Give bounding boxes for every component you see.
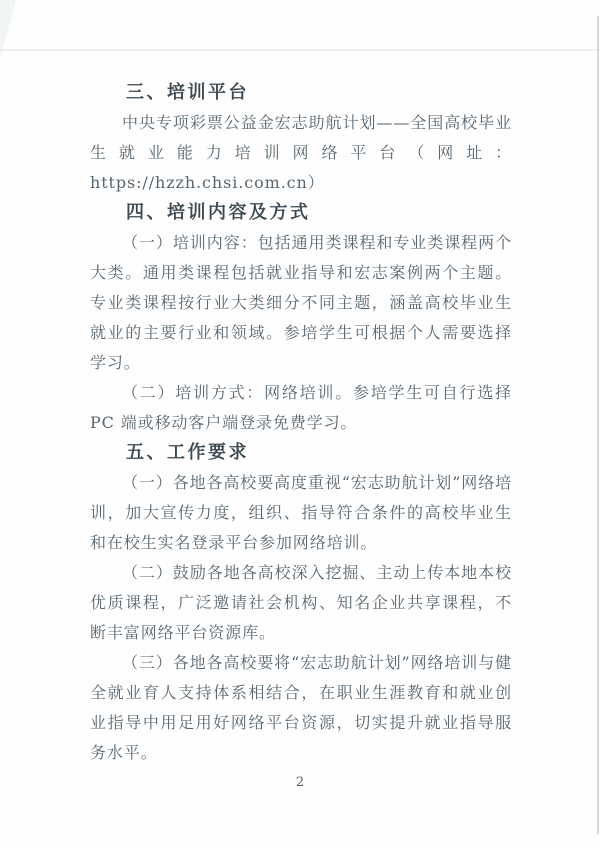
heading-training-platform: 三、培训平台 (126, 82, 249, 103)
paragraph-training-content: （一）培训内容：包括通用类课程和专业类课程两个大类。通用类课程包括就业指导和宏志案例两个主题。专业类课程按行业大类细分不同主题，涵盖高校毕业生就业的主要行业和领域。参培学生可根据个人需要选择学习。 (90, 233, 512, 372)
heading-work-requirements: 五、工作要求 (126, 442, 249, 463)
paragraph-requirement-2: （二）鼓励各地各高校深入挖掘、主动上传本地本校优质课程，广泛邀请社会机构、知名企业共享课程，不断丰富网络平台资源库。 (90, 563, 512, 642)
scan-streak-artifact (0, 49, 600, 51)
paragraph-requirement-1: （一）各地各高校要高度重视“宏志助航计划”网络培训，加大宣传力度，组织、指导符合条件的高校毕业生和在校生实名登录平台参加网络培训。 (90, 473, 512, 552)
page-edge-shadow (597, 16, 599, 834)
paragraph-requirement-3: （三）各地各高校要将“宏志助航计划”网络培训与健全就业育人支持体系相结合，在职业生涯教育和就业创业指导中用足用好网络平台资源，切实提升就业指导服务水平。 (90, 653, 512, 762)
paragraph-platform-description: 中央专项彩票公益金宏志助航计划——全国高校毕业生就业能力培训网络平台（网址：https://hzzh.chsi.com.cn） (90, 113, 512, 192)
paragraph-training-method: （二）培训方式：网络培训。参培学生可自行选择 PC 端或移动客户端登录免费学习。 (90, 383, 512, 432)
heading-training-content-and-method: 四、培训内容及方式 (126, 202, 311, 223)
document-body (90, 78, 512, 768)
page-number: 2 (295, 775, 305, 790)
